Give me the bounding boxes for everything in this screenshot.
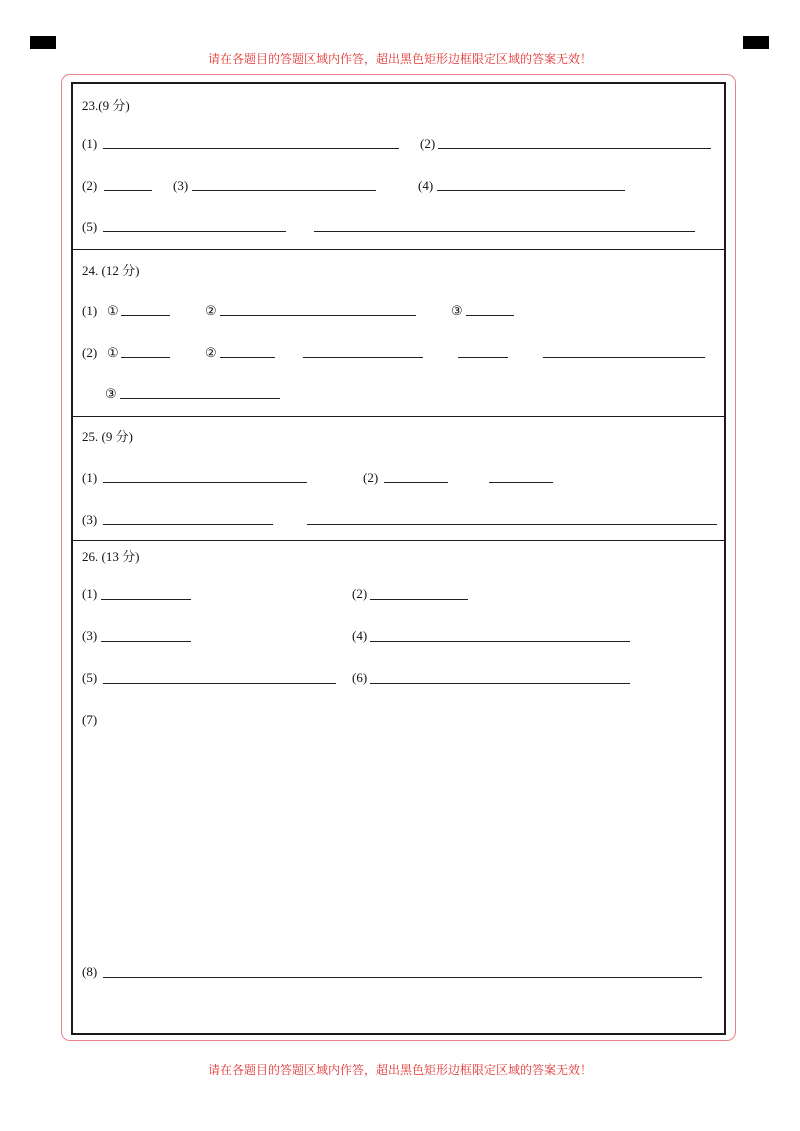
q23-part2b-blank[interactable] [104, 190, 152, 191]
q23-part1-label: (1) [82, 136, 98, 151]
question-24 [73, 250, 724, 417]
q24-part1-blank2[interactable] [220, 315, 416, 316]
q24-part1-circle3: ③ [451, 303, 463, 318]
q25-part3-blank-a[interactable] [103, 524, 273, 525]
q24-part2-circle3: ③ [105, 386, 117, 401]
q23-part4-blank[interactable] [437, 190, 625, 191]
q24-part1-circle2: ② [205, 303, 217, 318]
q25-part1-blank[interactable] [103, 482, 307, 483]
answer-box [71, 82, 726, 1035]
q23-part3-label: (3) [173, 178, 189, 193]
q24-part1-blank3[interactable] [466, 315, 514, 316]
q26-part7-label: (7) [82, 712, 98, 727]
q26-title: 26. (13 分) [82, 549, 140, 564]
question-25 [73, 417, 724, 541]
q23-part2-label: (2) [420, 136, 436, 151]
q24-part2-circle2: ② [205, 345, 217, 360]
q25-part2-blank-a[interactable] [384, 482, 448, 483]
q24-part2-label: (2) [82, 345, 98, 360]
q26-part1-label: (1) [82, 586, 98, 601]
alignment-marker-left [30, 36, 56, 49]
q23-part5-label: (5) [82, 219, 98, 234]
q24-part2-blank4[interactable] [458, 357, 508, 358]
q25-part2-label: (2) [363, 470, 379, 485]
q23-part5-blank-b[interactable] [314, 231, 695, 232]
q24-part2-blank1[interactable] [121, 357, 170, 358]
q23-part4-label: (4) [418, 178, 434, 193]
q26-part5-blank[interactable] [103, 683, 336, 684]
q23-part5-blank-a[interactable] [103, 231, 286, 232]
q24-part2-blank2[interactable] [220, 357, 275, 358]
q26-part1-blank[interactable] [101, 599, 191, 600]
q25-title: 25. (9 分) [82, 429, 133, 444]
q23-part3-blank[interactable] [192, 190, 376, 191]
q25-part1-label: (1) [82, 470, 98, 485]
q26-part7-answer-area[interactable] [103, 731, 703, 951]
q23-part1-blank[interactable] [103, 148, 399, 149]
q25-part3-label: (3) [82, 512, 98, 527]
q24-title: 24. (12 分) [82, 263, 140, 278]
q26-part4-blank[interactable] [370, 641, 630, 642]
q23-part2-blank[interactable] [438, 148, 711, 149]
question-26 [73, 541, 724, 1033]
q23-part2b-label: (2) [82, 178, 98, 193]
q26-part3-blank[interactable] [101, 641, 191, 642]
q26-part5-label: (5) [82, 670, 98, 685]
q24-part2-blank5[interactable] [543, 357, 705, 358]
q26-part6-label: (6) [352, 670, 368, 685]
q26-part8-blank[interactable] [103, 977, 702, 978]
footer-notice: 请在各题目的答题区域内作答，超出黑色矩形边框限定区域的答案无效！ [207, 1063, 592, 1077]
q25-part3-blank-b[interactable] [307, 524, 717, 525]
q26-part2-label: (2) [352, 586, 368, 601]
q24-part1-label: (1) [82, 303, 98, 318]
q24-part2-blank3[interactable] [303, 357, 423, 358]
q24-part2-circle1: ① [107, 345, 119, 360]
q23-title: 23.(9 分) [82, 98, 130, 113]
q24-part1-blank1[interactable] [121, 315, 170, 316]
q26-part4-label: (4) [352, 628, 368, 643]
alignment-marker-right [743, 36, 769, 49]
q25-part2-blank-b[interactable] [489, 482, 553, 483]
q24-part2-blank6[interactable] [120, 398, 280, 399]
question-23 [73, 84, 724, 250]
q26-part3-label: (3) [82, 628, 98, 643]
q26-part2-blank[interactable] [370, 599, 468, 600]
q26-part6-blank[interactable] [370, 683, 630, 684]
q24-part1-circle1: ① [107, 303, 119, 318]
header-notice: 请在各题目的答题区域内作答，超出黑色矩形边框限定区域的答案无效！ [207, 52, 592, 66]
q26-part8-label: (8) [82, 964, 98, 979]
